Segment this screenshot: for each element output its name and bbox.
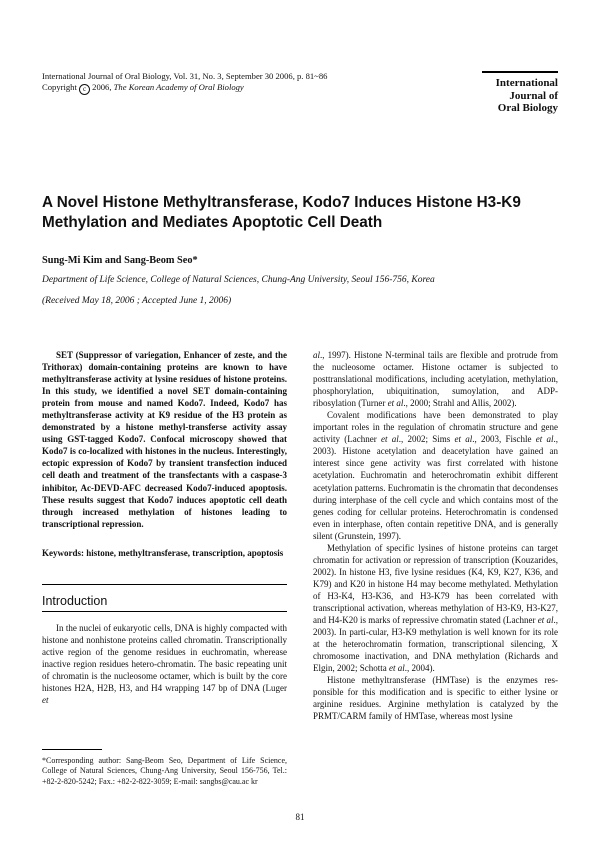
journal-header [42,71,327,95]
intro-column-right [313,349,558,722]
page-number: 81 [295,812,305,822]
received-date: (Received May 18, 2006 ; Accepted June 1, 2006) [42,296,232,306]
divider-top [42,584,287,585]
abstract: SET (Suppressor of variegation, Enhancer of zeste, and the Trithorax) domain-containing proteins are known to have methyltransferase activity at lysine residues of histone proteins. In this study, we identified a novel SET domain-containing protein from mouse and named Kodo7. Indeed, Kodo7 has methyltransferase activity at K9 residue of the H3 protein as demonstrated by a histone methyl-transferse activity assay using GST-tagged Kodo7. Confocal microscopy showed that Kodo7 is co-localized with histones in the nucleus. Interestingly, ectopic expression of Kodo7 by transient transfection induced cell death and treatment of the transfectants with a caspase-3 inhibitor, Ac-DEVD-AFC decreased Kodo7-induced apoptosis. These results suggest that Kodo7 induces apoptotic cell death through increased methylation of histones leading to transcriptional repression. [42,350,287,529]
paragraph: Covalent modifications have been demonstrated to play important roles in the regulation of chromatin structure and gene activity (Lachner et al., 2002; Sims et al., 2003, Fischle et al., 2003). Histone acetylation and deacetylation have gained an interest since gene activity was first correlated with histone acetylation. Euchromatin and heterochromatin exhibit different acetylation patterns. Euchromatin is the chromatin that decondenses during interphase of the cell cycle and which contains most of the genes coding for cellular proteins. Heterochromatin is condensed even in interphase, often contain repetitive DNA, and is generally silent (Grunstein, 1997). [313,410,559,541]
copyright-symbol-icon: c [79,84,90,95]
section-heading: Introduction [42,594,108,608]
journal-citation: International Journal of Oral Biology, Vol. 31, No. 3, September 30 2006, p. 81~86 [42,71,328,81]
journal-brand: International Journal of Oral Biology [482,71,558,115]
paragraph: al., 1997). Histone N-terminal tails are flexible and protrude from the nucleosome octamer. Histone octamer is subjected to posttranslational modifications, including acetylation, methylation, phosphorylation, ubiquitination, sumoylation, and ADP-ribosylation (Turner et al., 2000; Strahl and Allis, 2002). [313,350,558,409]
footnote-divider [42,749,102,750]
affiliation: Department of Life Science, College of Natural Sciences, Chung-Ang University, Seoul 156-756, Korea [42,275,435,285]
copyright-line: Copyright c 2006, The Korean Academy of Oral Biology [42,82,244,93]
corresponding-author-footnote: *Corresponding author: Sang-Beom Seo, Department of Life Science, College of Natural Sciences, Chung-Ang University, Seoul 156-756, Tel.: +82-2-820-5242; Fax.: +82-2-822-3059; E-mail: sangbs@cau.ac kr [42,756,287,786]
author-list: Sung-Mi Kim and Sang-Beom Seo* [42,255,198,266]
intro-column-left [42,622,287,706]
paragraph: Methylation of specific lysines of histone proteins can target chromatin for activation or repression of transcription (Kouzarides, 2002). In histone H3, five lysine residues (K4, K9, K27, K36, and K79) and K20 in histone H4 may become methylated. Methylation of H3-K4, H3-K36, and H3-K79 has been correlated with transcriptional activation, whereas methylation of H3-K9, H3-K27, and H4-K20 is marks of repressive chromatin stated (Lachner et al., 2003). In parti-cular, H3-K9 methylation is well known for its role at the heterochromatin formation, transcriptional silencing, X chromosome inactivation, and DNA methylation (Richards and Elgin, 2002; Schotta et al., 2004). [313,542,558,674]
keywords: Keywords: histone, methyltransferase, transcription, apoptosis [42,548,284,558]
paper-title: A Novel Histone Methyltransferase, Kodo7 Induces Histone H3-K9 Methylation and Mediates Apoptotic Cell Death [42,194,521,231]
paragraph: In the nuclei of eukaryotic cells, DNA is highly compacted with histone and nonhistone proteins called chromatin. Transcriptionally active region of the genome residues in euchromatin, wherease inactive region residues hetero-chromatin. The basic repeating unit of chromatin is the nucleosome octamer, which is built by the core histones H2A, H2B, H3, and H4 wrapping 147 bp of DNA (Luger et [42,623,287,706]
paragraph: Histone methyltransferase (HMTase) is the enzymes res-ponsible for this modification and is specific to either lysine or arginine residues. Arginine methylation is catalyzed by the PRMT/CARM family of HMTase, whereas most lysine [313,675,558,722]
divider-bottom [42,611,287,612]
